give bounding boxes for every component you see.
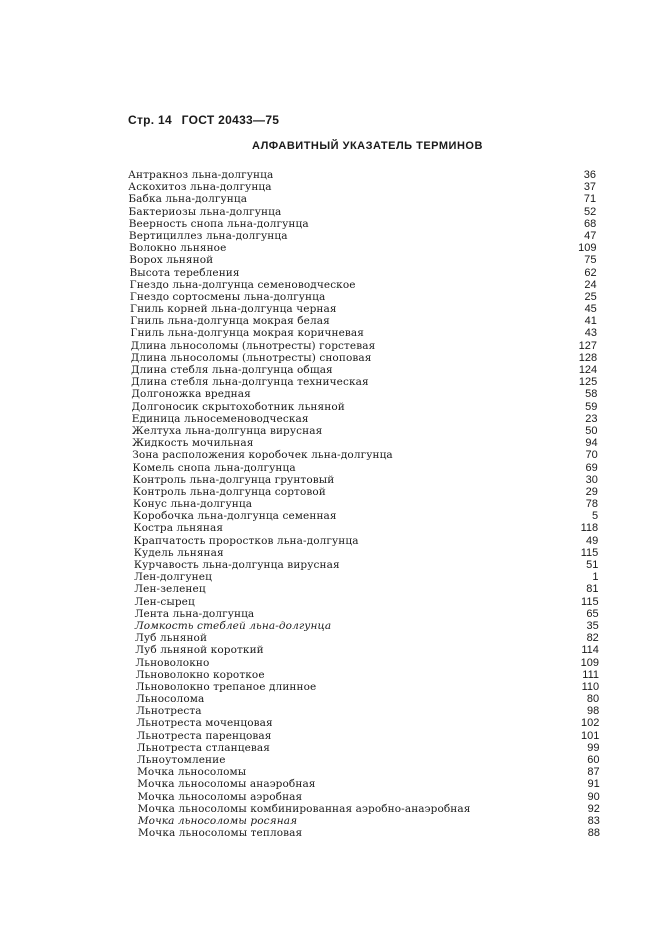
- index-page-number: 114: [581, 644, 599, 657]
- index-page-number: 94: [585, 437, 598, 450]
- index-page-number: 69: [585, 461, 598, 474]
- index-term: Мочка льносоломы комбинированная аэробно-анаэробная: [137, 802, 471, 815]
- index-entry: [0, 608, 661, 620]
- index-title: АЛФАВИТНЫЙ УКАЗАТЕЛЬ ТЕРМИНОВ: [252, 140, 483, 152]
- index-term: Зона расположения коробочек льна-долгунца: [132, 449, 393, 462]
- index-page-number: 127: [578, 339, 598, 352]
- index-term: Мочка льносоломы анаэробная: [137, 778, 316, 791]
- index-entry: [0, 620, 661, 632]
- index-entry: [0, 303, 661, 315]
- index-entry: [0, 571, 661, 583]
- index-page-number: 68: [584, 217, 597, 230]
- index-page-number: 60: [587, 754, 600, 766]
- index-page-number: 80: [586, 693, 600, 706]
- index-term: Костра льняная: [133, 522, 224, 535]
- index-term: Гниль льна-долгунца мокрая белая: [130, 315, 330, 328]
- index-entry: [0, 486, 661, 498]
- index-entry: [0, 315, 661, 327]
- index-page-number: 81: [586, 583, 599, 596]
- index-page-number: 37: [583, 181, 597, 194]
- index-page-number: 75: [584, 254, 597, 267]
- index-term: Антракноз льна-долгунца: [128, 169, 274, 181]
- index-term: Волокно льняное: [129, 242, 227, 255]
- index-page-number: 52: [583, 205, 597, 218]
- index-term: Аскохитоз льна-долгунца: [128, 181, 272, 194]
- index-term: Единица льносеменоводческая: [131, 412, 309, 425]
- index-term: Контроль льна-долгунца сортовой: [132, 485, 326, 498]
- index-entry: [0, 535, 661, 547]
- index-term: Длина стебля льна-долгунца техническая: [131, 376, 369, 389]
- index-page-number: 43: [584, 327, 597, 340]
- index-term: Коробочка льна-долгунца семенная: [133, 510, 337, 523]
- index-page-number: 99: [587, 741, 600, 754]
- index-entry: [0, 242, 661, 254]
- index-entry: [0, 376, 661, 388]
- index-page-number: 41: [584, 315, 597, 328]
- index-page-number: 115: [581, 595, 599, 608]
- index-page-number: 1: [592, 571, 599, 584]
- index-entry: [0, 730, 661, 742]
- index-page-number: 90: [587, 790, 600, 803]
- index-term: Мочка льносоломы аэробная: [137, 790, 303, 803]
- index-entry: [0, 644, 661, 656]
- index-page-number: 87: [587, 766, 600, 779]
- index-term: Льнотреста стланцевая: [136, 741, 271, 754]
- index-term: Комель снопа льна-долгунца: [132, 461, 296, 474]
- index-entry: [0, 803, 661, 815]
- index-entry: [0, 291, 661, 303]
- index-page-number: 59: [585, 400, 598, 413]
- index-page-number: 36: [583, 169, 596, 181]
- index-entry: [0, 279, 661, 291]
- index-term: Долгоносик скрытохоботник льняной: [131, 400, 345, 413]
- index-term: Луб льняной: [135, 632, 208, 645]
- page-number-label: Стр. 14: [128, 113, 172, 127]
- index-page-number: 109: [578, 242, 597, 255]
- index-term: Длина льносоломы (льнотресты) горстевая: [130, 339, 376, 352]
- index-page-number: 58: [585, 388, 598, 401]
- index-entry: [0, 596, 661, 608]
- index-term: Лен-зеленец: [134, 583, 206, 596]
- index-entry: [0, 657, 661, 669]
- index-term: Луб льняной короткий: [135, 644, 264, 657]
- index-entry: [0, 254, 661, 266]
- index-entry: [0, 425, 661, 437]
- index-term: Конус льна-долгунца: [133, 498, 253, 511]
- index-term: Мочка льносоломы росяная: [137, 814, 298, 827]
- index-page-number: 51: [586, 559, 599, 571]
- index-entry: [0, 693, 661, 705]
- index-page-number: 101: [581, 729, 600, 742]
- index-term: Бабка льна-долгунца: [128, 193, 248, 206]
- index-entry: [0, 498, 661, 510]
- index-term: Льнотреста моченцовая: [136, 717, 273, 730]
- index-entry: [0, 742, 661, 754]
- index-page-number: 125: [578, 376, 598, 389]
- index-entry: [0, 364, 661, 376]
- index-page-number: 30: [585, 473, 598, 486]
- index-entry: [0, 352, 661, 364]
- index-page-number: 115: [580, 546, 599, 559]
- index-page-number: 25: [584, 290, 597, 303]
- index-page-number: 82: [586, 632, 599, 645]
- index-page-number: 71: [583, 193, 597, 206]
- index-entry: [0, 413, 661, 425]
- index-term: Кудель льняная: [133, 546, 224, 559]
- index-entry: [0, 327, 661, 339]
- index-entry: [0, 169, 661, 181]
- index-page-number: 91: [587, 778, 600, 791]
- index-entry: [0, 340, 661, 352]
- index-term: Лента льна-долгунца: [134, 607, 255, 620]
- index-entry: [0, 401, 661, 413]
- index-entry: [0, 766, 661, 778]
- index-page-number: 70: [585, 449, 598, 462]
- index-entry: [0, 681, 661, 693]
- index-page-number: 24: [584, 278, 597, 291]
- index-entry: [0, 547, 661, 559]
- index-term: Мочка льносоломы: [137, 766, 247, 779]
- index-page-number: 62: [584, 266, 597, 279]
- index-page-number: 83: [587, 814, 600, 827]
- index-term: Льнотреста паренцовая: [136, 729, 272, 742]
- index-term: Гнездо льна-долгунца семеноводческое: [129, 278, 356, 291]
- index-page-number: 47: [584, 229, 597, 242]
- index-entry: [0, 230, 661, 242]
- index-page-number: 111: [582, 668, 600, 681]
- index-term: Высота теребления: [129, 266, 240, 279]
- index-entry: [0, 669, 661, 681]
- index-page-number: 124: [578, 364, 598, 376]
- index-term: Желтуха льна-долгунца вирусная: [131, 424, 323, 437]
- index-page-number: 102: [580, 717, 600, 730]
- index-entry: [0, 388, 661, 400]
- index-term: Длина стебля льна-долгунца общая: [130, 364, 333, 376]
- index-term: Льноволокно короткое: [135, 668, 265, 681]
- standard-designation: ГОСТ 20433—75: [181, 113, 280, 127]
- index-term: Гнездо сортосмены льна-долгунца: [129, 290, 326, 303]
- index-entry: [0, 218, 661, 230]
- index-term: Веерность снопа льна-долгунца: [128, 217, 309, 230]
- index-entry: [0, 267, 661, 279]
- index-term: Лен-сырец: [134, 595, 195, 608]
- index-entry: [0, 717, 661, 729]
- index-page-number: 65: [586, 607, 599, 620]
- index-term: Льнотреста: [136, 705, 202, 718]
- index-page-number: 78: [585, 498, 598, 511]
- index-entry: [0, 791, 661, 803]
- index-entry: [0, 510, 661, 522]
- page-header: [128, 113, 285, 127]
- index-page-number: 49: [585, 534, 599, 547]
- index-page-number: 88: [587, 827, 600, 840]
- index-term: Гниль корней льна-долгунца черная: [130, 303, 337, 316]
- index-term: Мочка льносоломы тепловая: [138, 827, 303, 840]
- index-entry: [0, 449, 661, 461]
- index-entry: [0, 462, 661, 474]
- index-page-number: 109: [580, 656, 599, 669]
- index-term: Ломкость стеблей льна-долгунца: [134, 619, 332, 632]
- index-page-number: 29: [585, 485, 598, 498]
- index-term: Гниль льна-долгунца мокрая коричневая: [130, 327, 365, 340]
- index-term: Льносолома: [135, 693, 205, 706]
- index-entry: [0, 583, 661, 595]
- index-entry: [0, 437, 661, 449]
- index-entry: [0, 815, 661, 827]
- index-entry: [0, 632, 661, 644]
- index-entry: [0, 522, 661, 534]
- index-entry: [0, 778, 661, 790]
- index-entry: [0, 559, 661, 571]
- index-page-number: 118: [580, 522, 599, 535]
- index-term: Льноволокно: [135, 656, 210, 669]
- index-term: Крапчатость проростков льна-долгунца: [133, 534, 359, 547]
- index-entry: [0, 705, 661, 717]
- index-entry: [0, 754, 661, 766]
- index-page-number: 110: [581, 680, 600, 693]
- index-page-number: 92: [587, 802, 600, 815]
- index-entry: [0, 474, 661, 486]
- index-page-number: 23: [585, 412, 598, 425]
- index-page-number: 128: [578, 351, 598, 364]
- index-page-number: 98: [587, 705, 600, 718]
- index-term: Ворох льняной: [129, 254, 214, 267]
- index-term: Жидкость мочильная: [132, 437, 254, 450]
- index-term: Контроль льна-долгунца грунтовый: [132, 473, 335, 486]
- term-index-list: [0, 169, 661, 839]
- index-term: Бактериозы льна-долгунца: [128, 205, 282, 218]
- index-term: Длина льносоломы (льнотресты) сноповая: [130, 351, 372, 364]
- index-term: Долгоножка вредная: [131, 388, 251, 401]
- index-term: Льноутомление: [136, 754, 226, 766]
- index-term: Лен-долгунец: [134, 571, 212, 584]
- index-page-number: 5: [591, 510, 599, 523]
- index-page-number: 35: [586, 619, 599, 632]
- index-term: Вертициллез льна-долгунца: [128, 229, 288, 242]
- index-entry: [0, 193, 661, 205]
- index-entry: [0, 181, 661, 193]
- index-page-number: 50: [585, 424, 598, 437]
- index-page-number: 45: [584, 303, 597, 316]
- index-term: Курчавость льна-долгунца вирусная: [133, 559, 340, 571]
- index-entry: [0, 206, 661, 218]
- index-entry: [0, 827, 661, 839]
- index-term: Льноволокно трепаное длинное: [135, 680, 317, 693]
